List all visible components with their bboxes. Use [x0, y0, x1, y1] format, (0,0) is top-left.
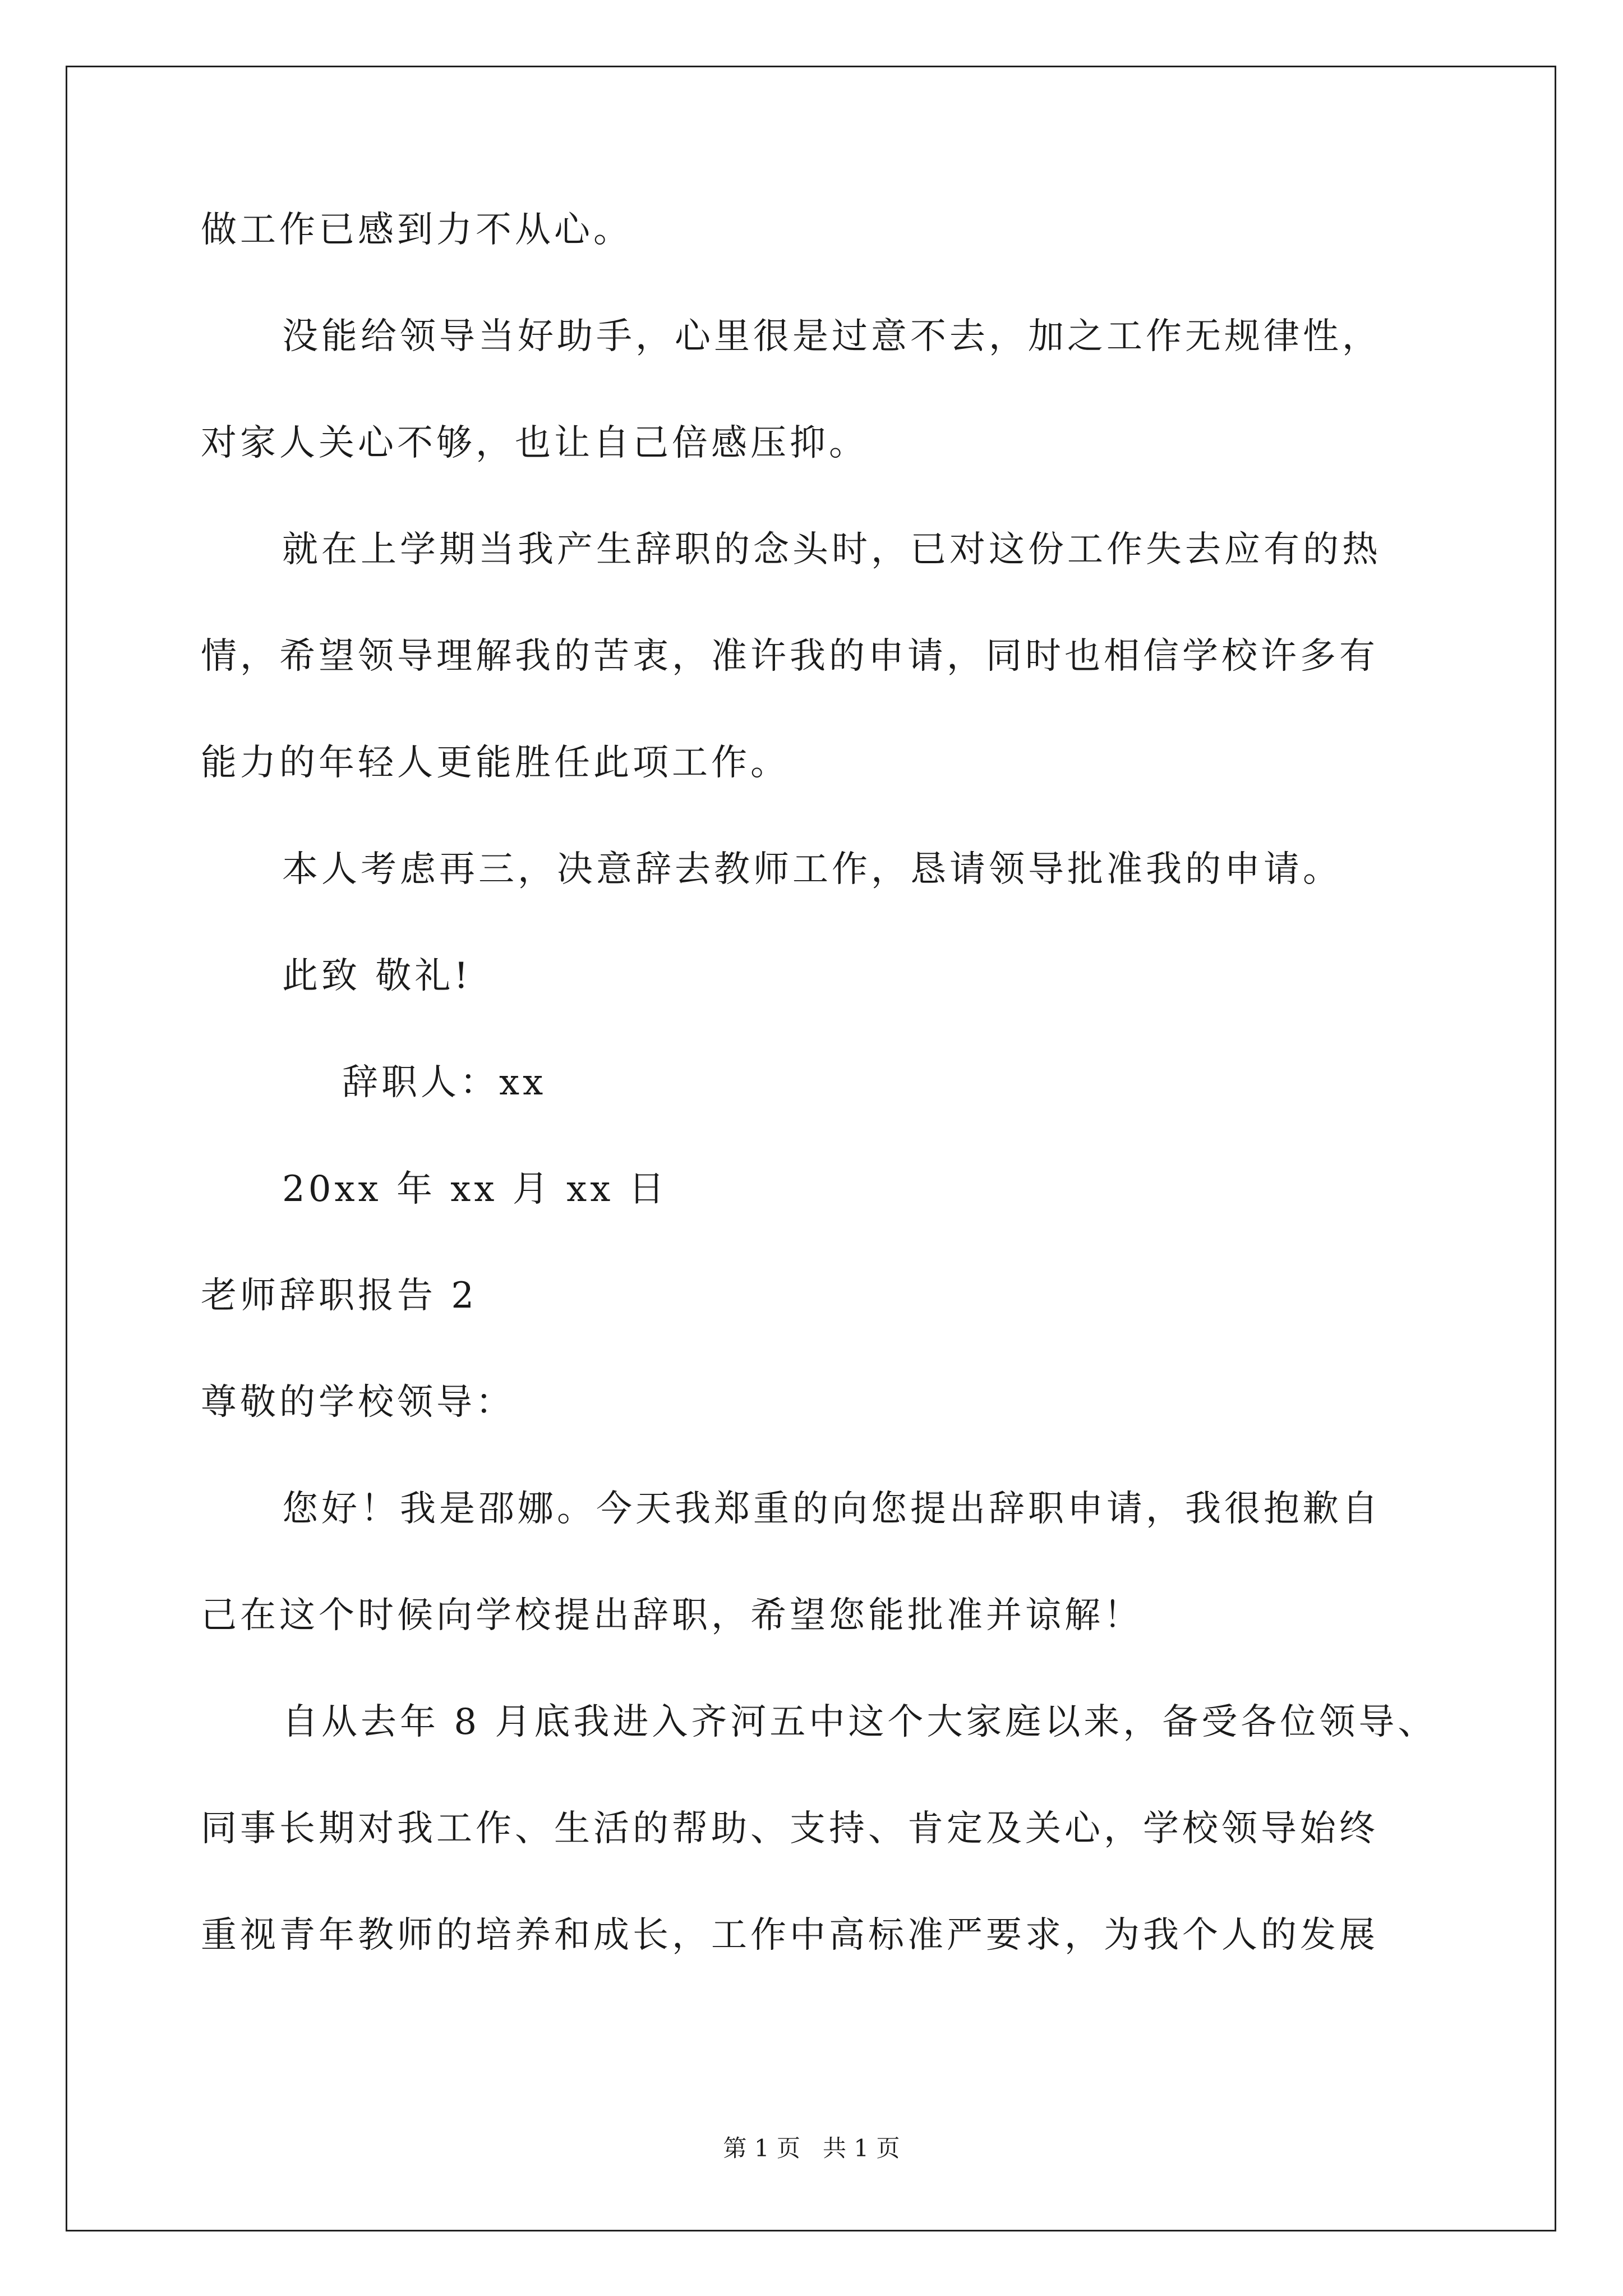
text-line-13: 您好！我是邵娜。今天我郑重的向您提出辞职申请，我很抱歉自: [282, 1488, 1381, 1530]
text-line-1: 做工作已感到力不从心。: [201, 209, 633, 251]
text-line-16: 同事长期对我工作、生活的帮助、支持、肯定及关心，学校领导始终: [201, 1808, 1378, 1849]
signer-line: 辞职人：xx: [342, 1062, 547, 1103]
page-border: [66, 66, 1556, 2231]
section-title: 老师辞职报告 2: [201, 1275, 478, 1317]
text-line-7: 本人考虑再三，决意辞去教师工作，恳请领导批准我的申请。: [282, 849, 1342, 890]
text-line-5: 情，希望领导理解我的苦衷，准许我的申请，同时也相信学校许多有: [201, 636, 1378, 677]
closing-salutation: 此致 敬礼!: [282, 955, 472, 997]
text-line-15: 自从去年 8 月底我进入齐河五中这个大家庭以来，备受各位领导、: [282, 1701, 1437, 1743]
page-footer: 第 1 页 共 1 页: [723, 2134, 900, 2162]
greeting-line: 尊敬的学校领导：: [201, 1382, 515, 1423]
text-line-6: 能力的年轻人更能胜任此项工作。: [201, 742, 790, 784]
text-line-14: 己在这个时候向学校提出辞职，希望您能批准并谅解！: [201, 1595, 1143, 1636]
text-line-17: 重视青年教师的培养和成长，工作中高标准严要求，为我个人的发展: [201, 1915, 1378, 1956]
date-line: 20xx 年 xx 月 xx 日: [282, 1168, 668, 1210]
text-line-4: 就在上学期当我产生辞职的念头时，已对这份工作失去应有的热: [282, 529, 1381, 570]
text-line-2: 没能给领导当好助手，心里很是过意不去，加之工作无规律性，: [282, 316, 1381, 357]
text-line-3: 对家人关心不够，也让自己倍感压抑。: [201, 422, 868, 464]
